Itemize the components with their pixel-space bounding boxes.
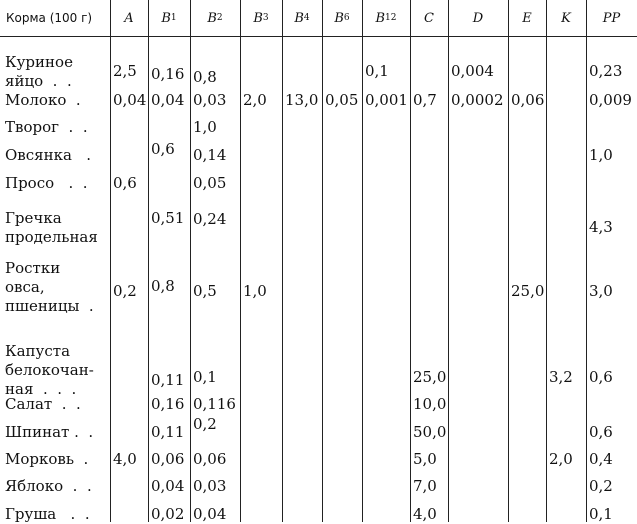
header-vitamin-b12 (362, 0, 410, 36)
value-cell: 0,11 (151, 371, 185, 389)
value-cell: 25,0 (511, 282, 545, 300)
value-cell: 0,06 (511, 91, 545, 109)
food-name: Капуста белокочан- ная . . . (5, 342, 94, 398)
header-vitamin-letter: K (561, 10, 571, 26)
value-cell: 0,03 (193, 91, 227, 109)
header-vitamin-letter: E (522, 10, 532, 26)
header-vitamin-letter: PP (602, 10, 621, 26)
value-cell: 0,8 (193, 68, 217, 86)
value-cell: 0,04 (151, 477, 185, 495)
value-cell: 2,0 (243, 91, 267, 109)
header-feed-label: Корма (100 г) (6, 11, 93, 25)
value-cell: 0,03 (193, 477, 227, 495)
value-cell: 7,0 (413, 477, 437, 495)
header-vitamin-b2 (190, 0, 240, 36)
value-cell: 1,0 (243, 282, 267, 300)
value-cell: 0,06 (193, 450, 227, 468)
food-name: Просо . . (5, 174, 88, 192)
header-divider (0, 36, 637, 37)
food-name: Куриное яйцо . . (5, 53, 73, 90)
value-cell: 0,001 (365, 91, 408, 109)
header-vitamin-letter: B (161, 10, 171, 26)
food-name: Молоко . (5, 91, 81, 109)
header-vitamin-letter: B (294, 10, 304, 26)
value-cell: 0,6 (589, 368, 613, 386)
header-vitamin-letter: C (424, 10, 434, 26)
food-name: Шпинат . . (5, 423, 94, 441)
column-divider (240, 0, 241, 522)
column-divider (410, 0, 411, 522)
value-cell: 2,5 (113, 62, 137, 80)
value-cell: 50,0 (413, 423, 447, 441)
value-cell: 4,0 (113, 450, 137, 468)
header-vitamin-pp (586, 0, 637, 36)
food-name: Гречка продельная (5, 209, 98, 246)
value-cell: 0,004 (451, 62, 494, 80)
column-divider (448, 0, 449, 522)
column-divider (110, 0, 111, 522)
value-cell: 0,51 (151, 209, 185, 227)
value-cell: 0,6 (589, 423, 613, 441)
column-divider (322, 0, 323, 522)
header-vitamin-subscript: 1 (170, 13, 177, 23)
value-cell: 0,0002 (451, 91, 504, 109)
header-vitamin-letter: B (334, 10, 344, 26)
food-name: Груша . . (5, 505, 90, 523)
header-vitamin-letter: B (375, 10, 386, 26)
column-divider (148, 0, 149, 522)
value-cell: 0,009 (589, 91, 632, 109)
header-vitamin-b6 (322, 0, 362, 36)
value-cell: 0,1 (589, 505, 613, 523)
value-cell: 0,24 (193, 210, 227, 228)
value-cell: 13,0 (285, 91, 319, 109)
header-vitamin-letter: B (207, 10, 217, 26)
header-vitamin-letter: A (124, 10, 134, 26)
header-vitamin-subscript: 3 (262, 13, 269, 23)
value-cell: 0,05 (193, 174, 227, 192)
value-cell: 2,0 (549, 450, 573, 468)
value-cell: 0,8 (151, 277, 175, 295)
value-cell: 3,0 (589, 282, 613, 300)
value-cell: 3,2 (549, 368, 573, 386)
value-cell: 0,6 (151, 140, 175, 158)
value-cell: 0,6 (113, 174, 137, 192)
value-cell: 0,1 (365, 62, 389, 80)
food-name: Творог . . (5, 118, 88, 136)
value-cell: 0,04 (193, 505, 227, 523)
value-cell: 0,14 (193, 146, 227, 164)
value-cell: 0,16 (151, 65, 185, 83)
value-cell: 25,0 (413, 368, 447, 386)
food-name: Яблоко . . (5, 477, 92, 495)
header-vitamin-subscript: 6 (343, 13, 350, 23)
column-divider (190, 0, 191, 522)
column-divider (362, 0, 363, 522)
column-divider (586, 0, 587, 522)
value-cell: 4,0 (413, 505, 437, 523)
value-cell: 5,0 (413, 450, 437, 468)
header-vitamin-b4 (282, 0, 322, 36)
value-cell: 0,5 (193, 282, 217, 300)
value-cell: 0,116 (193, 395, 236, 413)
food-name: Ростки овса, пшеницы . (5, 259, 94, 315)
value-cell: 0,23 (589, 62, 623, 80)
value-cell: 0,2 (589, 477, 613, 495)
value-cell: 0,04 (113, 91, 147, 109)
value-cell: 1,0 (589, 146, 613, 164)
value-cell: 0,02 (151, 505, 185, 523)
header-vitamin-letter: B (253, 10, 263, 26)
value-cell: 0,7 (413, 91, 437, 109)
value-cell: 0,2 (113, 282, 137, 300)
header-vitamin-subscript: 2 (216, 13, 223, 23)
header-vitamin-subscript: 12 (385, 13, 397, 23)
value-cell: 0,06 (151, 450, 185, 468)
value-cell: 1,0 (193, 118, 217, 136)
value-cell: 0,11 (151, 423, 185, 441)
value-cell: 0,16 (151, 395, 185, 413)
food-name: Морковь . (5, 450, 89, 468)
value-cell: 0,4 (589, 450, 613, 468)
column-divider (282, 0, 283, 522)
value-cell: 4,3 (589, 218, 613, 236)
header-vitamin-k (546, 0, 586, 36)
header-vitamin-letter: D (472, 10, 484, 26)
header-vitamin-a (110, 0, 148, 36)
food-name: Овсянка . (5, 146, 91, 164)
header-vitamin-c (410, 0, 448, 36)
header-vitamin-subscript: 4 (303, 13, 310, 23)
value-cell: 0,2 (193, 415, 217, 433)
header-vitamin-b3 (240, 0, 282, 36)
value-cell: 10,0 (413, 395, 447, 413)
column-divider (508, 0, 509, 522)
value-cell: 0,1 (193, 368, 217, 386)
value-cell: 0,05 (325, 91, 359, 109)
column-divider (546, 0, 547, 522)
header-vitamin-e (508, 0, 546, 36)
header-vitamin-d (448, 0, 508, 36)
food-name: Салат . . (5, 395, 81, 413)
value-cell: 0,04 (151, 91, 185, 109)
header-vitamin-b1 (148, 0, 190, 36)
